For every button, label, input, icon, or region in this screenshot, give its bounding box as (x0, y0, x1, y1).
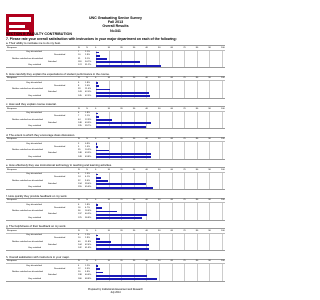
response-percent: 2.4% (85, 84, 90, 87)
header-n: N (78, 138, 80, 141)
report-footer (0, 288, 231, 294)
response-percent: 41.8% (85, 247, 92, 250)
response-percent: 1.2% (85, 264, 90, 267)
table-row (6, 125, 225, 128)
axis-tick-label: 50 (158, 168, 161, 171)
axis-tick-label: 60 (170, 77, 174, 80)
header-response: Response (7, 77, 17, 80)
report-header (0, 16, 231, 33)
axis-tick-label: 80 (195, 138, 199, 141)
response-label: Very dissatisfied (26, 112, 42, 115)
axis-tick-label: 90 (208, 260, 211, 263)
response-label: Dissatisfied (54, 54, 66, 57)
response-label: Satisfied (48, 182, 57, 185)
axis-tick-label: 100 (221, 107, 225, 110)
axis-tick-label: 80 (195, 199, 199, 202)
question-title: d. The extent to which they encourage class discussion. (6, 132, 76, 137)
response-label: Satisfied (48, 274, 57, 277)
response-percent: 1.8% (85, 203, 90, 206)
response-label: Dissatisfied (54, 115, 66, 118)
response-label: Very satisfied (28, 277, 42, 280)
response-count: 6 (78, 81, 80, 84)
response-percent: 42.0% (85, 91, 92, 94)
header-title: UNC Graduating Senior Survey (88, 16, 143, 20)
response-count: 12 (78, 267, 81, 270)
response-label: Neither satisfied nor dissatisfied (12, 179, 43, 182)
header-percent: % (86, 138, 88, 141)
axis-tick-label: 0 (95, 260, 97, 263)
response-count: 14 (78, 176, 81, 179)
axis-tick-label: 90 (208, 77, 211, 80)
response-count: 3 (78, 142, 80, 145)
response-percent: 43.8% (85, 155, 92, 158)
response-percent: 11.4% (85, 88, 92, 91)
axis-tick-label: 60 (170, 138, 174, 141)
response-count: 149 (78, 155, 82, 158)
axis-tick-label: 90 (208, 229, 211, 232)
axis-tick-label: 0 (95, 199, 97, 202)
results-table (6, 106, 225, 129)
response-percent: 1.2% (85, 234, 90, 237)
response-count: 10 (78, 237, 81, 240)
header-count: N=341 (110, 28, 121, 33)
response-label: Very dissatisfied (26, 142, 42, 145)
header-n: N (78, 77, 80, 80)
response-percent: 42.5% (85, 94, 92, 97)
header-n: N (78, 260, 80, 263)
response-count: 16 (78, 206, 81, 209)
axis-tick-label: 90 (208, 168, 211, 171)
question-title: a. Their ability to motivate me to do my best. (6, 41, 61, 45)
response-label: Satisfied (48, 91, 57, 94)
axis-tick-label: 40 (145, 260, 148, 263)
axis-tick-label: 60 (170, 229, 174, 232)
question-title: f. How quickly they provide feedback on my work. (6, 193, 68, 198)
axis-tick-label: 10 (107, 77, 111, 80)
response-count: 135 (78, 125, 82, 128)
axis-tick-label: 20 (120, 107, 123, 110)
axis-tick-label: 10 (107, 229, 111, 232)
axis-tick-label: 70 (183, 199, 186, 202)
response-percent: 0.9% (85, 142, 90, 145)
response-count: 56 (78, 210, 81, 213)
response-label: Neither satisfied nor dissatisfied (12, 240, 43, 243)
section-title: SECTION II: FACULTY CONTRIBUTION (6, 32, 72, 36)
table-row (6, 247, 225, 250)
header-n: N (78, 199, 80, 202)
results-table (6, 228, 225, 251)
response-count: 40 (78, 240, 81, 243)
response-count: 32 (78, 179, 81, 182)
response-count: 20 (78, 271, 81, 274)
header-n: N (78, 107, 80, 110)
header-response: Response (7, 138, 17, 141)
response-label: Dissatisfied (54, 84, 66, 87)
axis-tick-label: 20 (120, 229, 123, 232)
header-response: Response (7, 199, 17, 202)
axis-tick-label: 70 (183, 138, 186, 141)
response-count: 6 (78, 112, 80, 115)
response-label: Satisfied (48, 121, 57, 124)
header-percent: % (86, 46, 88, 49)
response-count: 118 (78, 60, 82, 63)
axis-tick-label: 10 (107, 46, 111, 49)
header-percent: % (86, 260, 88, 263)
response-label: Dissatisfied (54, 176, 66, 179)
table-row (6, 277, 225, 280)
response-label: Dissatisfied (54, 206, 66, 209)
response-count: 134 (78, 182, 82, 185)
table-row (6, 186, 225, 189)
axis-tick-label: 20 (120, 260, 123, 263)
response-percent: 4.1% (85, 176, 90, 179)
header-subtitle: Overall Results (102, 24, 129, 29)
axis-tick-label: 30 (132, 107, 136, 110)
axis-tick-label: 90 (208, 46, 211, 49)
response-count: 5 (78, 173, 80, 176)
response-label: Satisfied (48, 152, 57, 155)
response-count: 142 (78, 247, 82, 250)
response-percent: 4.7% (85, 206, 90, 209)
response-label: Very satisfied (28, 247, 42, 250)
axis-tick-label: 10 (107, 199, 111, 202)
response-count: 5 (78, 145, 80, 148)
response-percent: 40.6% (85, 274, 92, 277)
axis-tick-label: 50 (158, 199, 161, 202)
header-percent: % (86, 199, 88, 202)
results-table (6, 167, 225, 190)
response-percent: 40.3% (85, 213, 92, 216)
axis-tick-label: 90 (208, 199, 211, 202)
response-count: 144 (78, 243, 82, 246)
response-label: Neither satisfied nor dissatisfied (12, 118, 43, 121)
axis-tick-label: 40 (145, 107, 148, 110)
percent-bar (96, 278, 157, 280)
response-label: Neither satisfied nor dissatisfied (12, 210, 43, 213)
response-percent: 10.3% (85, 149, 92, 152)
response-label: Very satisfied (28, 155, 42, 158)
header-term: Fall 2013 (107, 20, 124, 25)
percent-bar (96, 126, 146, 128)
question-block (6, 164, 225, 190)
response-percent: 3.5% (85, 267, 90, 270)
question-intro: 7. Please rate your overall satisfaction with instructors in your major department on each of the following: (6, 37, 177, 41)
response-percent: 9.4% (85, 179, 90, 182)
axis-tick-label: 0 (95, 168, 97, 171)
question-title: e. How effectively they use instructional technology in teaching and learning activities. (6, 163, 112, 167)
percent-bar (96, 156, 151, 158)
response-count: 138 (78, 274, 82, 277)
question-block (6, 73, 225, 99)
response-label: Very dissatisfied (26, 51, 42, 54)
axis-tick-label: 30 (132, 199, 136, 202)
axis-tick-label: 50 (158, 46, 161, 49)
response-label: Satisfied (48, 60, 57, 63)
response-count: 31 (78, 57, 81, 60)
table-row (6, 64, 225, 67)
axis-tick-label: 20 (120, 199, 123, 202)
axis-tick-label: 80 (195, 107, 199, 110)
percent-bar (96, 65, 161, 67)
response-percent: 39.4% (85, 182, 92, 185)
axis-tick-label: 80 (195, 260, 199, 263)
response-label: Very dissatisfied (26, 81, 42, 84)
axis-tick-label: 90 (208, 107, 211, 110)
response-label: Dissatisfied (54, 145, 66, 148)
response-label: Very satisfied (28, 186, 42, 189)
response-percent: 11.8% (85, 240, 92, 243)
axis-tick-label: 80 (195, 168, 199, 171)
axis-tick-label: 0 (95, 46, 97, 49)
response-label: Very dissatisfied (26, 264, 42, 267)
results-table (6, 137, 225, 160)
footer-prepared-by: Prepared by Institutional Assessment and Research (88, 288, 143, 291)
response-label: Satisfied (48, 213, 57, 216)
response-label: Very satisfied (28, 216, 42, 219)
response-count: 155 (78, 186, 82, 189)
axis-tick-label: 50 (158, 229, 161, 232)
axis-tick-label: 10 (107, 260, 111, 263)
response-count: 125 (78, 216, 82, 219)
response-percent: 9.1% (85, 57, 90, 60)
question-title: h. Overall satisfaction with instructors in your major. (6, 254, 70, 259)
header-response: Response (7, 229, 17, 232)
header-percent: % (86, 77, 88, 80)
axis-tick-label: 50 (158, 138, 161, 141)
question-title: c. How well they explain course material. (6, 102, 57, 106)
table-row (6, 216, 225, 219)
axis-tick-label: 60 (170, 168, 174, 171)
question-title: b. How carefully they explain the expectations of student performance in the course. (6, 71, 110, 76)
axis-tick-label: 0 (95, 229, 97, 232)
response-count: 10 (78, 54, 81, 57)
axis-tick-label: 40 (145, 168, 148, 171)
header-response: Response (7, 260, 17, 263)
results-table (6, 45, 225, 68)
axis-tick-label: 40 (145, 199, 148, 202)
response-count: 7 (78, 115, 80, 118)
axis-tick-label: 100 (221, 168, 225, 171)
table-row (6, 155, 225, 158)
question-block (6, 225, 225, 251)
response-label: Neither satisfied nor dissatisfied (12, 149, 43, 152)
axis-tick-label: 100 (221, 77, 225, 80)
axis-tick-label: 80 (195, 229, 199, 232)
axis-tick-label: 100 (221, 199, 225, 202)
results-table (6, 76, 225, 99)
response-label: Neither satisfied nor dissatisfied (12, 88, 43, 91)
axis-tick-label: 70 (183, 46, 186, 49)
axis-tick-label: 30 (132, 77, 136, 80)
axis-tick-label: 40 (145, 138, 148, 141)
axis-tick-label: 90 (208, 138, 211, 141)
response-label: Neither satisfied nor dissatisfied (12, 57, 43, 60)
response-count: 4 (78, 264, 80, 267)
response-count: 7 (78, 51, 80, 54)
axis-tick-label: 0 (95, 77, 97, 80)
axis-tick-label: 50 (158, 260, 161, 263)
response-percent: 1.5% (85, 145, 90, 148)
response-percent: 2.1% (85, 115, 90, 118)
response-percent: 39.7% (85, 125, 92, 128)
header-percent: % (86, 107, 88, 110)
response-label: Very dissatisfied (26, 234, 42, 237)
axis-tick-label: 100 (221, 229, 225, 232)
response-label: Satisfied (48, 243, 57, 246)
response-percent: 5.9% (85, 271, 90, 274)
question-title: g. The helpfulness of their feedback on my work. (6, 224, 67, 228)
response-count: 145 (78, 94, 82, 97)
response-percent: 1.8% (85, 112, 90, 115)
header-n: N (78, 168, 80, 171)
axis-tick-label: 30 (132, 260, 136, 263)
response-count: 8 (78, 84, 80, 87)
question-block (6, 134, 225, 160)
header-percent: % (86, 168, 88, 171)
results-table (6, 259, 225, 282)
header-n: N (78, 229, 80, 232)
axis-tick-label: 60 (170, 260, 174, 263)
response-percent: 48.8% (85, 277, 92, 280)
response-count: 148 (78, 152, 82, 155)
response-count: 44 (78, 118, 81, 121)
header-response: Response (7, 46, 17, 49)
axis-tick-label: 10 (107, 138, 111, 141)
response-label: Very dissatisfied (26, 173, 42, 176)
axis-tick-label: 20 (120, 138, 123, 141)
percent-bar (96, 248, 149, 250)
response-percent: 2.9% (85, 54, 90, 57)
axis-tick-label: 60 (170, 199, 174, 202)
percent-bar (96, 95, 150, 97)
axis-tick-label: 30 (132, 229, 136, 232)
response-percent: 42.4% (85, 243, 92, 246)
axis-tick-label: 70 (183, 107, 186, 110)
response-label: Neither satisfied nor dissatisfied (12, 271, 43, 274)
axis-tick-label: 20 (120, 168, 123, 171)
axis-tick-label: 70 (183, 229, 186, 232)
axis-tick-label: 20 (120, 46, 123, 49)
response-label: Dissatisfied (54, 237, 66, 240)
axis-tick-label: 100 (221, 138, 225, 141)
response-percent: 2.9% (85, 237, 90, 240)
response-count: 143 (78, 91, 82, 94)
axis-tick-label: 10 (107, 168, 111, 171)
question-block (6, 195, 225, 221)
axis-tick-label: 60 (170, 46, 174, 49)
response-count: 6 (78, 203, 80, 206)
response-label: Very satisfied (28, 64, 42, 67)
response-percent: 43.5% (85, 121, 92, 124)
response-count: 174 (78, 64, 82, 67)
axis-tick-label: 60 (170, 107, 174, 110)
header-n: N (78, 46, 80, 49)
response-percent: 2.1% (85, 51, 90, 54)
percent-bar (96, 217, 142, 219)
axis-tick-label: 0 (95, 107, 97, 110)
axis-tick-label: 30 (132, 46, 136, 49)
header-response: Response (7, 168, 17, 171)
response-percent: 43.5% (85, 152, 92, 155)
axis-tick-label: 20 (120, 77, 123, 80)
response-count: 166 (78, 277, 82, 280)
axis-tick-label: 80 (195, 46, 199, 49)
axis-tick-label: 50 (158, 77, 161, 80)
axis-tick-label: 80 (195, 77, 199, 80)
response-count: 35 (78, 149, 81, 152)
percent-bar (96, 187, 153, 189)
response-label: Very satisfied (28, 125, 42, 128)
axis-tick-label: 0 (95, 138, 97, 141)
axis-tick-label: 70 (183, 168, 186, 171)
question-block (6, 42, 225, 68)
axis-tick-label: 40 (145, 229, 148, 232)
response-count: 4 (78, 234, 80, 237)
axis-tick-label: 70 (183, 77, 186, 80)
axis-tick-label: 100 (221, 46, 225, 49)
response-percent: 36.8% (85, 216, 92, 219)
table-row (6, 94, 225, 97)
response-percent: 16.4% (85, 210, 92, 213)
axis-tick-label: 40 (145, 46, 148, 49)
response-percent: 34.7% (85, 60, 92, 63)
question-block (6, 103, 225, 129)
response-percent: 1.5% (85, 173, 90, 176)
response-count: 39 (78, 88, 81, 91)
response-percent: 1.8% (85, 81, 90, 84)
response-count: 148 (78, 121, 82, 124)
response-percent: 12.9% (85, 118, 92, 121)
axis-tick-label: 70 (183, 260, 186, 263)
axis-tick-label: 30 (132, 138, 136, 141)
axis-tick-label: 10 (107, 107, 111, 110)
axis-tick-label: 100 (221, 260, 225, 263)
response-count: 137 (78, 213, 82, 216)
response-percent: 51.2% (85, 64, 92, 67)
question-block (6, 256, 225, 282)
footer-date: July 2014 (110, 291, 121, 294)
header-percent: % (86, 229, 88, 232)
response-label: Very satisfied (28, 94, 42, 97)
axis-tick-label: 30 (132, 168, 136, 171)
response-label: Very dissatisfied (26, 203, 42, 206)
response-percent: 45.6% (85, 186, 92, 189)
axis-tick-label: 40 (145, 77, 148, 80)
response-label: Dissatisfied (54, 267, 66, 270)
axis-tick-label: 50 (158, 107, 161, 110)
results-table (6, 198, 225, 221)
header-response: Response (7, 107, 17, 110)
